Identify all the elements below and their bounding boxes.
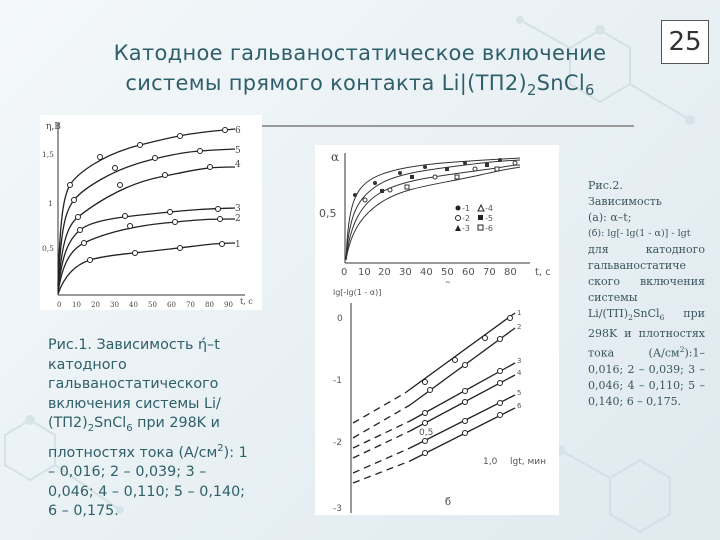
caption-line: Рис.2.	[588, 179, 623, 192]
fig2b-line-label: 1	[517, 309, 522, 317]
fig2a-xtick: 20	[378, 267, 391, 278]
fig1-ytick: 1,5	[42, 150, 54, 159]
figure-2a-chart	[315, 145, 559, 290]
fig2a-xtick: 0	[341, 267, 348, 278]
fig1-xlabel: t, с	[240, 297, 253, 306]
fig2b-line-label: 4	[517, 369, 522, 377]
fig1-xtick: 70	[186, 301, 195, 309]
fig1-curve-label: 6	[235, 126, 241, 136]
caption-line: (а): α–t;	[588, 211, 632, 224]
fig1-curve-label: 4	[235, 160, 241, 170]
fig1-curve-label: 2	[235, 214, 241, 224]
fig2a-legend-item: -2	[462, 214, 470, 223]
fig2b-line-label: 6	[517, 402, 522, 410]
fig2a-legend-item: -5	[485, 214, 493, 223]
fig2a-xtick: 70	[483, 267, 496, 278]
fig1-ytick: 1	[48, 199, 53, 208]
fig1-curve-3	[58, 208, 235, 291]
fig1-xtick: 40	[129, 301, 138, 309]
title-line-1: Катодное гальваностатическое включение	[113, 41, 607, 65]
caption-line: 6 – 0,175.	[48, 503, 119, 520]
fig2b-ytick: -1	[333, 376, 342, 386]
fig1-xtick: 90	[224, 301, 233, 309]
caption-line: – 0,016; 2 – 0,039; 3 –	[48, 464, 207, 481]
figure-1-chart	[40, 115, 262, 310]
fig2b-ytick: -2	[333, 438, 342, 448]
fig2a-xtick: 30	[399, 267, 412, 278]
fig2b-line-label: 5	[517, 389, 522, 397]
caption-line: катодного	[48, 356, 127, 373]
fig2a-ylabel: α	[331, 150, 340, 164]
fig2b-xlabel: lgt, мин	[510, 457, 546, 467]
fig1-curve-1	[58, 243, 235, 294]
figure-1-caption	[48, 336, 288, 522]
fig2a-xtick: 40	[420, 267, 433, 278]
caption-line: гальваностатического	[48, 376, 219, 393]
figure-2b-chart	[315, 283, 559, 515]
caption-line: плотностях тока $(А/см^2)$: 1	[48, 442, 248, 461]
fig2b-ytick: -3	[333, 504, 342, 514]
fig2a-legend-item: -3	[462, 224, 470, 233]
fig2a-legend-item: -6	[485, 224, 493, 233]
page-title	[60, 38, 660, 106]
fig2a-xtick: 60	[462, 267, 475, 278]
figure-2-caption	[588, 178, 705, 410]
fig1-xtick: 50	[148, 301, 157, 309]
fig1-curve-label: 5	[235, 146, 241, 156]
figure-2a-panel	[315, 145, 559, 290]
fig2a-xtick: 10	[358, 267, 371, 278]
caption-body: для катодного гальваностатиче ского включения системы $Li/(ТП)_2SnCl_6$ при 298K и плотностях тока $(А/см^2):1-0,016$; 2 – 0,039; 3 – 0,046; 4 – 0,110; 5 – 0,140; 6 – 0,175.	[588, 243, 705, 408]
caption-line: 0,046; 4 – 0,110; 5 – 0,140;	[48, 483, 245, 500]
figure-2b-panel	[315, 283, 559, 515]
fig1-xtick: 80	[205, 301, 214, 309]
fig2b-sublabel: б	[445, 497, 452, 508]
fig2b-xtick: 1,0	[483, 457, 498, 467]
fig1-ylabel: η,В	[46, 122, 61, 132]
fig1-curve-4	[58, 167, 235, 289]
fig1-curve-2	[58, 219, 235, 293]
fig2b-ylabel: lg[-lg(1 - α)]	[333, 288, 382, 297]
fig2a-ytick: 0,5	[319, 207, 337, 220]
caption-line: Зависимость	[588, 195, 662, 208]
fig1-curve-label: 3	[235, 204, 241, 214]
fig1-curve-label: 1	[235, 240, 241, 250]
fig1-xtick: 60	[167, 301, 176, 309]
page-number: 25	[661, 20, 709, 64]
caption-line: включения системы Li/	[48, 395, 221, 412]
fig1-xtick: 10	[72, 301, 81, 309]
fig2b-ytick: 0	[337, 314, 343, 324]
fig1-ytick: 0,5	[42, 244, 54, 253]
fig2a-legend-item: -4	[485, 204, 493, 213]
fig2a-xtick: 50	[441, 267, 454, 278]
fig1-xtick: 30	[110, 301, 119, 309]
fig1-xtick: 0	[57, 301, 62, 309]
fig2a-legend-item: -1	[462, 204, 470, 213]
fig2b-xtick: 0,5	[419, 428, 434, 438]
caption-line: (б): lg[- lg(1 - α)] - lgt	[588, 228, 691, 239]
title-line-2: системы прямого контакта $Li|(ТП2)_2SnCl_6$	[125, 71, 595, 100]
fig2a-xtick: 80	[504, 267, 517, 278]
figure-1-panel	[40, 115, 262, 310]
fig2b-line-label: 3	[517, 357, 522, 365]
fig1-xtick: 20	[91, 301, 100, 309]
fig2b-line-label: 2	[517, 323, 522, 331]
caption-line: Рис.1. Зависимость ή–t	[48, 337, 220, 353]
fig2a-xlabel: t, с	[535, 267, 551, 278]
caption-line: $(ТП2)_2SnCl_6$ при 298K и	[48, 415, 220, 435]
